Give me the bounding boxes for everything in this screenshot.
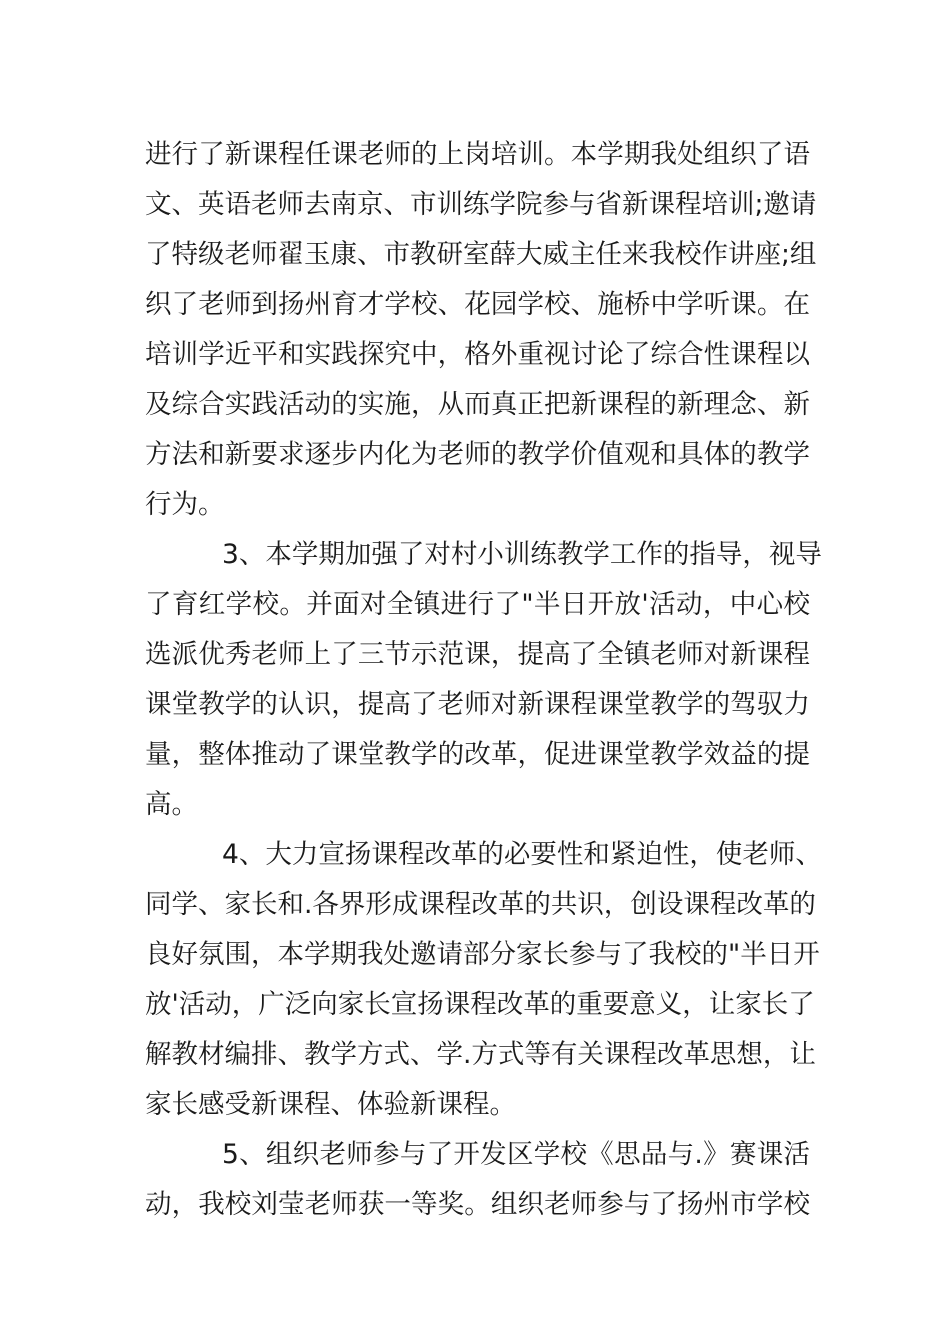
text-line: 织了老师到扬州育才学校、花园学校、施桥中学听课。在: [145, 289, 810, 320]
text-line: 同学、家长和.各界形成课程改革的共识，创设课程改革的: [145, 889, 816, 920]
text-line: 高。: [145, 789, 198, 820]
text-line: 5、组织老师参与了开发区学校《思品与.》赛课活: [222, 1139, 810, 1170]
text-line: 量，整体推动了课堂教学的改革，促进课堂教学效益的提: [145, 739, 810, 770]
text-line: 选派优秀老师上了三节示范课，提高了全镇老师对新课程: [145, 639, 810, 670]
text-line: 培训学近平和实践探究中，格外重视讨论了综合性课程以: [145, 339, 810, 370]
text-line: 及综合实践活动的实施，从而真正把新课程的新理念、新: [145, 389, 810, 420]
text-line: 方法和新要求逐步内化为老师的教学价值观和具体的教学: [145, 439, 810, 470]
text-line: 解教材编排、教学方式、学.方式等有关课程改革思想，让: [145, 1039, 816, 1070]
text-line: 文、英语老师去南京、市训练学院参与省新课程培训;邀请: [145, 189, 817, 220]
text-line: 行为。: [145, 489, 225, 520]
text-line: 放'活动，广泛向家长宣扬课程改革的重要意义，让家长了: [145, 989, 815, 1020]
text-line: 4、大力宣扬课程改革的必要性和紧迫性，使老师、: [222, 839, 822, 870]
text-line: 课堂教学的认识，提高了老师对新课程课堂教学的驾驭力: [145, 689, 810, 720]
text-line: 了育红学校。并面对全镇进行了"半日开放'活动，中心校: [145, 589, 810, 620]
text-line: 3、本学期加强了对村小训练教学工作的指导，视导: [222, 539, 822, 570]
text-line: 良好氛围，本学期我处邀请部分家长参与了我校的"半日开: [145, 939, 820, 970]
text-line: 家长感受新课程、体验新课程。: [145, 1089, 516, 1120]
text-line: 了特级老师翟玉康、市教研室薛大威主任来我校作讲座;组: [145, 239, 817, 270]
text-line: 动，我校刘莹老师获一等奖。组织老师参与了扬州市学校: [145, 1189, 810, 1220]
text-line: 进行了新课程任课老师的上岗培训。本学期我处组织了语: [145, 139, 810, 170]
